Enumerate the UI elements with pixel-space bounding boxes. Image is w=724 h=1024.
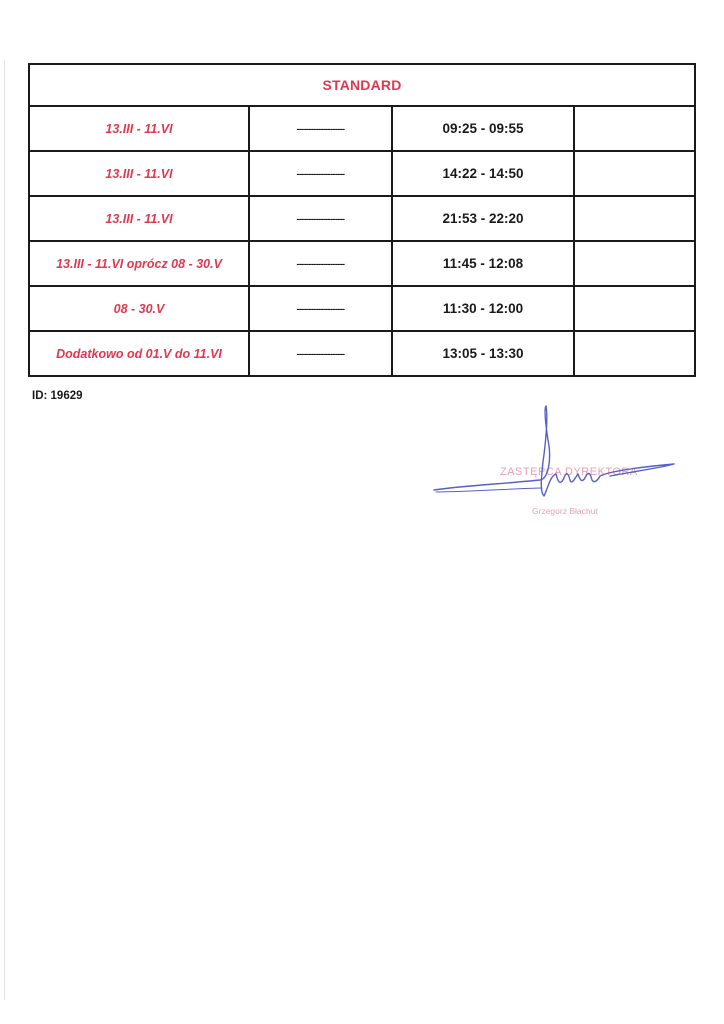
table-row (29, 286, 695, 331)
empty-cell (574, 241, 695, 286)
placeholder-cell: -------------------- (249, 106, 392, 151)
period-cell: 13.III - 11.VI (29, 196, 249, 241)
table-row (29, 106, 695, 151)
table-title: STANDARD (29, 64, 695, 106)
empty-cell (574, 196, 695, 241)
empty-cell (574, 106, 695, 151)
time-cell: 11:30 - 12:00 (392, 286, 574, 331)
period-cell: 13.III - 11.VI oprócz 08 - 30.V (29, 241, 249, 286)
period-cell: 13.III - 11.VI (29, 151, 249, 196)
period-cell: Dodatkowo od 01.V do 11.VI (29, 331, 249, 376)
empty-cell (574, 286, 695, 331)
signature-icon (434, 406, 674, 496)
table-header-row (29, 64, 695, 106)
table-row (29, 196, 695, 241)
time-cell: 13:05 - 13:30 (392, 331, 574, 376)
table-row (29, 331, 695, 376)
time-cell: 09:25 - 09:55 (392, 106, 574, 151)
stamp-name: Grzegorz Błachut (532, 506, 598, 516)
signature-underline (436, 488, 542, 492)
signature-stamp (430, 400, 680, 525)
time-cell: 14:22 - 14:50 (392, 151, 574, 196)
period-cell: 13.III - 11.VI (29, 106, 249, 151)
placeholder-cell: -------------------- (249, 196, 392, 241)
placeholder-cell: -------------------- (249, 286, 392, 331)
stamp-title: ZASTĘPCA DYREKTORA (500, 466, 638, 478)
time-cell: 11:45 - 12:08 (392, 241, 574, 286)
table-row (29, 241, 695, 286)
document-id: ID: 19629 (32, 390, 83, 402)
period-cell: 08 - 30.V (29, 286, 249, 331)
placeholder-cell: -------------------- (249, 151, 392, 196)
empty-cell (574, 331, 695, 376)
page-edge (4, 60, 5, 1000)
empty-cell (574, 151, 695, 196)
time-cell: 21:53 - 22:20 (392, 196, 574, 241)
placeholder-cell: -------------------- (249, 331, 392, 376)
table-row (29, 151, 695, 196)
placeholder-cell: -------------------- (249, 241, 392, 286)
schedule-table (28, 63, 696, 377)
